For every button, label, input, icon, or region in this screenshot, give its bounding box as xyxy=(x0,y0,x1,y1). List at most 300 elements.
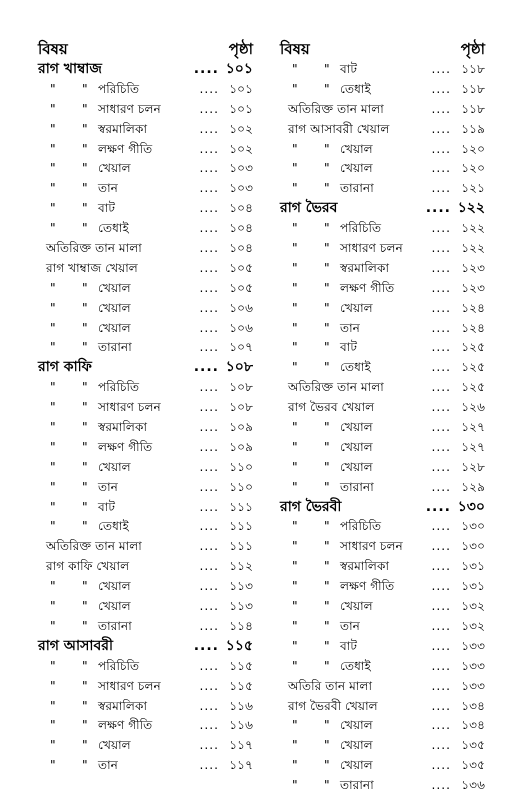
page-number: ১১৬ xyxy=(229,698,253,713)
ditto-mark: " xyxy=(292,738,298,753)
toc-entry-row xyxy=(38,80,253,100)
ditto-mark: " xyxy=(50,181,56,196)
ditto-mark: " xyxy=(82,280,88,295)
dot-leader: .... xyxy=(425,498,451,515)
section-title: রাগ খাম্বাজ xyxy=(38,61,102,77)
dot-leader: .... xyxy=(431,618,451,633)
page-number: ১০৫ xyxy=(229,280,253,295)
page-number: ১১১ xyxy=(229,519,253,534)
toc-entry-row xyxy=(38,239,253,259)
page-number: ১৩০ xyxy=(461,519,485,534)
toc-entry-row xyxy=(280,299,485,319)
ditto-mark: " xyxy=(324,141,330,156)
entry-title: সাধারণ চলন xyxy=(98,101,161,116)
toc-entry-row xyxy=(38,577,253,597)
dot-leader: .... xyxy=(431,62,451,76)
toc-entry-row xyxy=(38,319,253,339)
ditto-mark: " xyxy=(292,479,298,494)
toc-section-row xyxy=(280,199,485,219)
toc-entry-row xyxy=(280,438,485,458)
ditto-mark: " xyxy=(292,459,298,474)
ditto-mark: " xyxy=(292,638,298,653)
toc-entry-row xyxy=(38,478,253,498)
ditto-mark: " xyxy=(82,201,88,216)
page-number: ১২৯ xyxy=(461,479,485,494)
ditto-mark: " xyxy=(292,260,298,275)
entry-title: খেয়াল xyxy=(340,718,373,733)
entry-title: সাধারণ চলন xyxy=(98,400,161,415)
ditto-mark: " xyxy=(82,658,88,673)
entry-title: লক্ষণ গীতি xyxy=(340,280,395,295)
ditto-mark: " xyxy=(50,499,56,514)
dot-leader: .... xyxy=(431,718,451,733)
ditto-mark: " xyxy=(82,718,88,733)
ditto-mark: " xyxy=(82,340,88,355)
dot-leader: .... xyxy=(431,459,451,474)
ditto-mark: " xyxy=(82,161,88,176)
page-number: ১০৮ xyxy=(229,400,253,415)
dot-leader: .... xyxy=(425,200,451,217)
dot-leader: .... xyxy=(199,241,219,256)
toc-entry-row xyxy=(38,398,253,418)
ditto-mark: " xyxy=(292,599,298,614)
ditto-mark: " xyxy=(292,340,298,355)
entry-title: বাট xyxy=(98,201,115,216)
toc-entry-row xyxy=(280,776,485,796)
entry-title: তেধাই xyxy=(98,221,129,236)
page-number: ১০৩ xyxy=(229,161,253,176)
entry-title: খেয়াল xyxy=(340,599,373,614)
dot-leader: .... xyxy=(199,579,219,594)
dot-leader: .... xyxy=(193,61,219,77)
page-number: ১২২ xyxy=(457,200,485,217)
ditto-mark: " xyxy=(82,599,88,614)
entry-title: রাগ ভৈরবী খেয়াল xyxy=(288,698,378,713)
ditto-mark: " xyxy=(292,539,298,554)
entry-title: লক্ষণ গীতি xyxy=(98,718,153,733)
ditto-mark: " xyxy=(82,499,88,514)
entry-title: স্বরমালিকা xyxy=(340,260,390,275)
page-number: ১১১ xyxy=(229,539,253,554)
ditto-mark: " xyxy=(82,618,88,633)
entry-title: খেয়াল xyxy=(98,161,131,176)
toc-entry-row xyxy=(38,219,253,239)
toc-entry-row xyxy=(280,418,485,438)
subject-heading: বিষয় xyxy=(38,40,68,58)
ditto-mark: " xyxy=(292,519,298,534)
ditto-mark: " xyxy=(50,221,56,236)
toc-entry-row xyxy=(280,458,485,478)
entry-title: খেয়াল xyxy=(98,459,131,474)
toc-entry-row xyxy=(38,179,253,199)
entry-title: তারানা xyxy=(340,181,374,196)
page-number: ১২৩ xyxy=(461,260,485,275)
dot-leader: .... xyxy=(431,559,451,574)
page-number: ১১৪ xyxy=(229,618,253,633)
page-number: ১২০ xyxy=(461,141,485,156)
entry-title: রাগ খাম্বাজ খেয়াল xyxy=(46,260,138,275)
ditto-mark: " xyxy=(292,181,298,196)
page-number: ১০৫ xyxy=(229,260,253,275)
toc-entry-row xyxy=(38,537,253,557)
ditto-mark: " xyxy=(50,161,56,176)
ditto-mark: " xyxy=(324,181,330,196)
toc-section-row xyxy=(280,498,485,518)
toc-entry-row xyxy=(38,100,253,120)
dot-leader: .... xyxy=(199,121,219,136)
toc-entry-row xyxy=(38,438,253,458)
dot-leader: .... xyxy=(431,360,451,375)
page-number: ১২৩ xyxy=(461,280,485,295)
entry-title: খেয়াল xyxy=(340,738,373,753)
page-number: ১৩১ xyxy=(461,559,485,574)
entry-title: তেধাই xyxy=(98,519,129,534)
dot-leader: .... xyxy=(199,260,219,275)
ditto-mark: " xyxy=(50,618,56,633)
ditto-mark: " xyxy=(50,340,56,355)
entry-title: খেয়াল xyxy=(340,758,373,773)
page-number: ১১৮ xyxy=(461,81,485,96)
dot-leader: .... xyxy=(431,778,451,793)
ditto-mark: " xyxy=(82,121,88,136)
ditto-mark: " xyxy=(324,618,330,633)
dot-leader: .... xyxy=(431,400,451,415)
entry-title: লক্ষণ গীতি xyxy=(340,579,395,594)
page-number: ১৩৪ xyxy=(461,718,485,733)
ditto-mark: " xyxy=(292,439,298,454)
dot-leader: .... xyxy=(431,539,451,554)
toc-entry-row xyxy=(280,338,485,358)
ditto-mark: " xyxy=(82,579,88,594)
page-number: ১২১ xyxy=(461,181,485,196)
page-number: ১০৪ xyxy=(229,201,253,216)
page-number: ১১৮ xyxy=(461,101,485,116)
toc-entry-row xyxy=(280,140,485,160)
page-number: ১৩৪ xyxy=(461,698,485,713)
page-number: ১১৭ xyxy=(229,758,253,773)
ditto-mark: " xyxy=(50,439,56,454)
entry-title: রাগ ভৈরব খেয়াল xyxy=(288,400,375,415)
toc-entry-row xyxy=(280,756,485,776)
entry-title: পরিচিতি xyxy=(98,380,140,395)
toc-entry-row xyxy=(280,677,485,697)
ditto-mark: " xyxy=(292,62,298,76)
ditto-mark: " xyxy=(82,81,88,96)
dot-leader: .... xyxy=(431,638,451,653)
toc-entry-row xyxy=(280,100,485,120)
page-number: ১২৮ xyxy=(461,459,485,474)
entry-title: খেয়াল xyxy=(98,300,131,315)
toc-entry-row xyxy=(280,120,485,140)
entry-title: অতিরিক্ত তান মালা xyxy=(288,101,384,116)
dot-leader: .... xyxy=(199,400,219,415)
ditto-mark: " xyxy=(50,400,56,415)
page-number: ১২২ xyxy=(461,241,485,256)
toc-entry-row xyxy=(280,736,485,756)
page-number: ১০৪ xyxy=(229,241,253,256)
ditto-mark: " xyxy=(324,599,330,614)
page-number: ১০৬ xyxy=(229,320,253,335)
ditto-mark: " xyxy=(82,300,88,315)
toc-entry-row xyxy=(38,498,253,518)
page-number: ১৩৩ xyxy=(461,638,485,653)
toc-section-row xyxy=(38,60,253,80)
ditto-mark: " xyxy=(50,738,56,753)
ditto-mark: " xyxy=(292,559,298,574)
toc-entry-row xyxy=(280,637,485,657)
entry-title: তান xyxy=(340,618,360,633)
entry-title: খেয়াল xyxy=(340,141,373,156)
entry-title: অতিরিক্ত তান মালা xyxy=(46,539,142,554)
ditto-mark: " xyxy=(50,300,56,315)
toc-section-row xyxy=(38,637,253,657)
ditto-mark: " xyxy=(324,221,330,236)
toc-entry-row xyxy=(38,716,253,736)
ditto-mark: " xyxy=(324,738,330,753)
toc-entry-row xyxy=(38,458,253,478)
entry-title: বাট xyxy=(340,340,357,355)
entry-title: রাগ কাফি খেয়াল xyxy=(46,559,130,574)
page-number: ১২৪ xyxy=(461,320,485,335)
toc-entry-row xyxy=(280,319,485,339)
page-number: ১১৩ xyxy=(229,579,253,594)
dot-leader: .... xyxy=(431,121,451,136)
page-number: ১০২ xyxy=(229,141,253,156)
ditto-mark: " xyxy=(50,320,56,335)
toc-entry-row xyxy=(280,358,485,378)
toc-entry-row xyxy=(38,517,253,537)
entry-title: তেধাই xyxy=(340,81,371,96)
toc-right-column xyxy=(280,38,485,796)
ditto-mark: " xyxy=(50,141,56,156)
page-number: ১০৪ xyxy=(229,221,253,236)
dot-leader: .... xyxy=(199,221,219,236)
entry-title: খেয়াল xyxy=(340,439,373,454)
toc-entry-row xyxy=(280,577,485,597)
ditto-mark: " xyxy=(50,280,56,295)
ditto-mark: " xyxy=(324,539,330,554)
ditto-mark: " xyxy=(324,718,330,733)
toc-entries-right xyxy=(280,60,485,796)
section-title: রাগ ভৈরব xyxy=(280,200,338,217)
toc-entry-row xyxy=(280,219,485,239)
dot-leader: .... xyxy=(199,599,219,614)
ditto-mark: " xyxy=(82,459,88,474)
ditto-mark: " xyxy=(292,141,298,156)
ditto-mark: " xyxy=(324,579,330,594)
toc-header xyxy=(280,38,485,60)
section-title: রাগ ভৈরবী xyxy=(280,498,342,515)
toc-entry-row xyxy=(280,159,485,179)
ditto-mark: " xyxy=(50,380,56,395)
dot-leader: .... xyxy=(199,758,219,773)
ditto-mark: " xyxy=(324,459,330,474)
ditto-mark: " xyxy=(82,420,88,435)
entry-title: লক্ষণ গীতি xyxy=(98,439,153,454)
dot-leader: .... xyxy=(199,698,219,713)
toc-entry-row xyxy=(38,299,253,319)
toc-entry-row xyxy=(38,677,253,697)
dot-leader: .... xyxy=(193,637,219,654)
dot-leader: .... xyxy=(431,439,451,454)
dot-leader: .... xyxy=(431,579,451,594)
ditto-mark: " xyxy=(324,360,330,375)
page-number: ১২৫ xyxy=(461,340,485,355)
ditto-mark: " xyxy=(50,201,56,216)
page-number: ১৩৩ xyxy=(461,678,485,693)
toc-entry-row xyxy=(280,179,485,199)
dot-leader: .... xyxy=(199,718,219,733)
ditto-mark: " xyxy=(292,221,298,236)
toc-entry-row xyxy=(38,697,253,717)
section-title: রাগ আসাবরী xyxy=(38,637,113,654)
entry-title: রাগ আসাবরী খেয়াল xyxy=(288,121,390,136)
dot-leader: .... xyxy=(199,161,219,176)
ditto-mark: " xyxy=(324,420,330,435)
toc-entry-row xyxy=(280,60,485,80)
page-number: ১০১ xyxy=(229,81,253,96)
dot-leader: .... xyxy=(431,340,451,355)
entry-title: বাট xyxy=(98,499,115,514)
entry-title: খেয়াল xyxy=(98,579,131,594)
entry-title: তারানা xyxy=(340,778,374,793)
page-number: ১৩০ xyxy=(457,498,485,515)
page-number: ১১৯ xyxy=(461,121,485,136)
ditto-mark: " xyxy=(324,280,330,295)
dot-leader: .... xyxy=(193,359,219,376)
page-number: ১০২ xyxy=(229,121,253,136)
toc-entry-row xyxy=(38,259,253,279)
page-number: ১০১ xyxy=(225,61,253,77)
page-number: ১১৮ xyxy=(461,62,485,76)
dot-leader: .... xyxy=(431,380,451,395)
toc-entry-row xyxy=(38,199,253,219)
dot-leader: .... xyxy=(199,380,219,395)
dot-leader: .... xyxy=(199,519,219,534)
ditto-mark: " xyxy=(324,658,330,673)
page-number: ১০৮ xyxy=(229,380,253,395)
entry-title: তারানা xyxy=(98,618,132,633)
page-number: ১০৮ xyxy=(225,359,253,376)
toc-entry-row xyxy=(280,478,485,498)
dot-leader: .... xyxy=(199,101,219,116)
ditto-mark: " xyxy=(82,519,88,534)
entry-title: অতিরিক্ত তান মালা xyxy=(46,241,142,256)
dot-leader: .... xyxy=(199,618,219,633)
page-number: ১৩৫ xyxy=(461,758,485,773)
ditto-mark: " xyxy=(324,161,330,176)
page-heading: পৃষ্ঠা xyxy=(460,40,485,58)
page-number: ১১৫ xyxy=(229,658,253,673)
dot-leader: .... xyxy=(199,420,219,435)
ditto-mark: " xyxy=(324,758,330,773)
ditto-mark: " xyxy=(50,459,56,474)
toc-header xyxy=(38,38,253,60)
page-number: ১২৪ xyxy=(461,300,485,315)
ditto-mark: " xyxy=(82,698,88,713)
dot-leader: .... xyxy=(199,439,219,454)
entry-title: খেয়াল xyxy=(340,161,373,176)
toc-entry-row xyxy=(38,159,253,179)
dot-leader: .... xyxy=(199,320,219,335)
ditto-mark: " xyxy=(292,718,298,733)
ditto-mark: " xyxy=(292,579,298,594)
page-number: ১৩১ xyxy=(461,579,485,594)
dot-leader: .... xyxy=(431,698,451,713)
entry-title: অতিরিক্ত তান মালা xyxy=(288,380,384,395)
ditto-mark: " xyxy=(50,420,56,435)
ditto-mark: " xyxy=(292,360,298,375)
entry-title: তান xyxy=(98,479,118,494)
dot-leader: .... xyxy=(431,81,451,96)
dot-leader: .... xyxy=(199,738,219,753)
entry-title: খেয়াল xyxy=(340,300,373,315)
entry-title: তান xyxy=(98,181,118,196)
dot-leader: .... xyxy=(199,300,219,315)
ditto-mark: " xyxy=(292,81,298,96)
ditto-mark: " xyxy=(82,380,88,395)
ditto-mark: " xyxy=(324,81,330,96)
ditto-mark: " xyxy=(292,241,298,256)
dot-leader: .... xyxy=(431,738,451,753)
entry-title: তেধাই xyxy=(340,360,371,375)
page-number: ১৩৩ xyxy=(461,658,485,673)
entry-title: পরিচিতি xyxy=(340,519,382,534)
toc-entry-row xyxy=(280,617,485,637)
toc-entry-row xyxy=(38,657,253,677)
toc-entry-row xyxy=(280,378,485,398)
page-number: ১০১ xyxy=(229,101,253,116)
dot-leader: .... xyxy=(431,161,451,176)
ditto-mark: " xyxy=(82,678,88,693)
toc-entries-left xyxy=(38,60,253,776)
toc-entry-row xyxy=(38,418,253,438)
ditto-mark: " xyxy=(292,320,298,335)
ditto-mark: " xyxy=(292,618,298,633)
entry-title: লক্ষণ গীতি xyxy=(98,141,153,156)
toc-entry-row xyxy=(280,517,485,537)
ditto-mark: " xyxy=(292,300,298,315)
entry-title: বাট xyxy=(340,638,357,653)
toc-entry-row xyxy=(280,239,485,259)
page-number: ১০৩ xyxy=(229,181,253,196)
toc-left-column xyxy=(38,38,253,776)
toc-entry-row xyxy=(280,557,485,577)
ditto-mark: " xyxy=(324,320,330,335)
toc-entry-row xyxy=(280,537,485,557)
ditto-mark: " xyxy=(324,559,330,574)
toc-entry-row xyxy=(280,398,485,418)
entry-title: তান xyxy=(340,320,360,335)
entry-title: খেয়াল xyxy=(98,280,131,295)
page-number: ১০৯ xyxy=(229,420,253,435)
page-number: ১২২ xyxy=(461,221,485,236)
dot-leader: .... xyxy=(199,559,219,574)
ditto-mark: " xyxy=(292,420,298,435)
dot-leader: .... xyxy=(199,181,219,196)
entry-title: পরিচিতি xyxy=(98,658,140,673)
ditto-mark: " xyxy=(324,62,330,76)
ditto-mark: " xyxy=(292,280,298,295)
entry-title: খেয়াল xyxy=(98,599,131,614)
toc-entry-row xyxy=(280,80,485,100)
ditto-mark: " xyxy=(82,400,88,415)
ditto-mark: " xyxy=(324,638,330,653)
ditto-mark: " xyxy=(292,161,298,176)
page-number: ১২৭ xyxy=(461,439,485,454)
ditto-mark: " xyxy=(324,300,330,315)
ditto-mark: " xyxy=(82,479,88,494)
